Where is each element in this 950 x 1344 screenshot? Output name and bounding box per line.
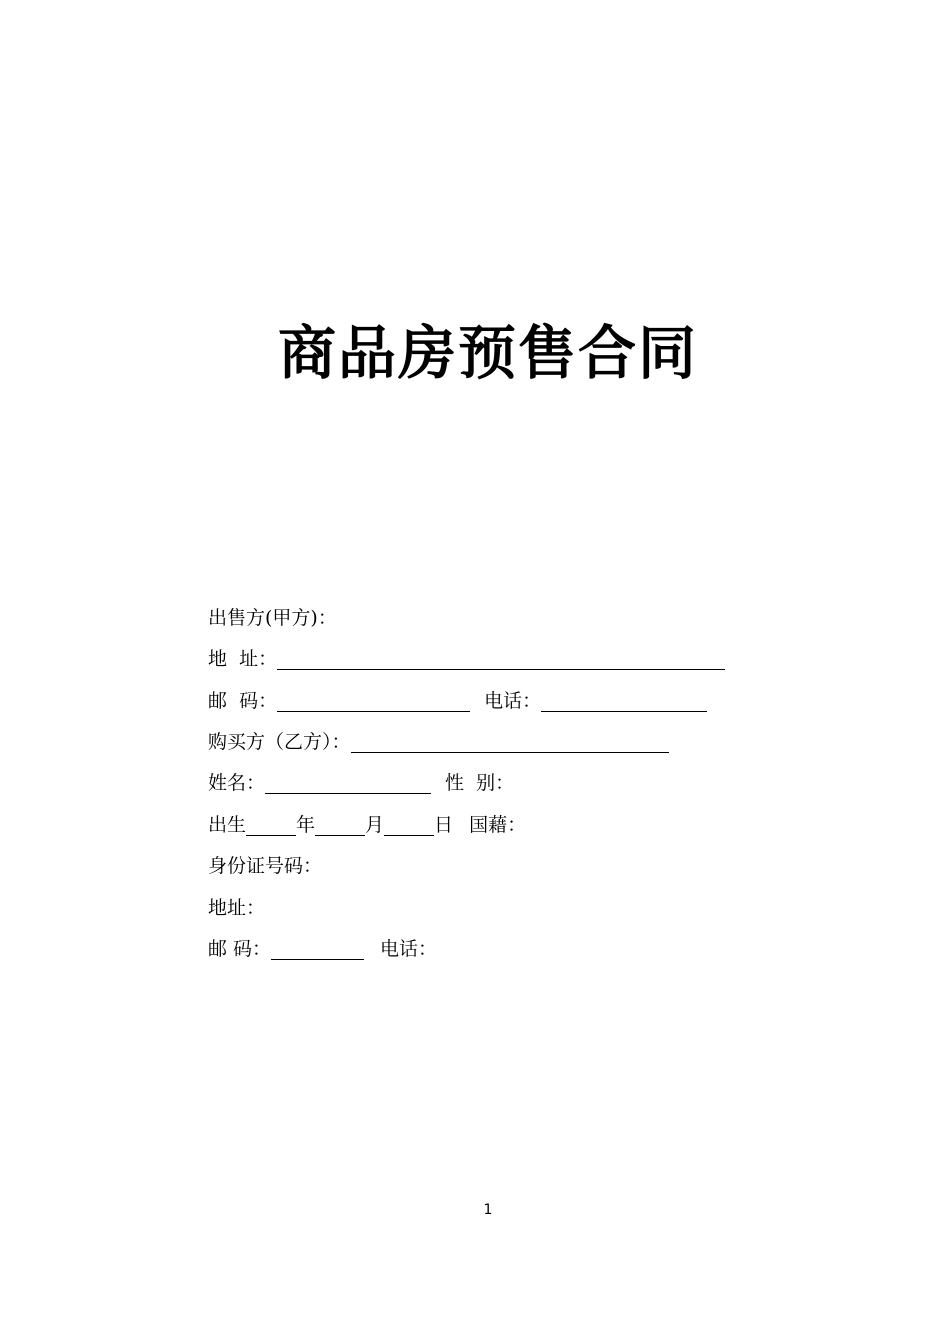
seller-phone-blank[interactable] [541, 689, 707, 712]
buyer-name-line [208, 768, 514, 798]
month-label: 月 [365, 814, 385, 836]
buyer-gender-label: 性 别： [445, 772, 515, 794]
buyer-name-blank[interactable] [265, 771, 431, 794]
buyer-line [208, 727, 669, 757]
buyer-birth-line [208, 810, 526, 840]
birth-month-blank[interactable] [315, 813, 365, 836]
birth-year-blank[interactable] [246, 813, 296, 836]
page-number: 1 [483, 1202, 493, 1218]
seller-phone-label: 电话： [484, 690, 542, 712]
buyer-postcode-label: 邮 码： [208, 938, 272, 960]
seller-address-line [208, 644, 725, 674]
day-label: 日 [434, 814, 454, 836]
seller-label: 出售方(甲方)： [208, 607, 337, 629]
buyer-postcode-blank[interactable] [271, 937, 364, 960]
buyer-contact-line [208, 934, 437, 964]
buyer-address-label: 地址： [208, 897, 266, 919]
contract-title: 商品房预售合同 [277, 319, 698, 387]
seller-address-blank[interactable] [277, 647, 725, 670]
buyer-birth-label: 出生 [208, 814, 247, 836]
buyer-phone-label: 电话： [380, 938, 438, 960]
buyer-label: 购买方（乙方）： [208, 731, 351, 753]
seller-address-label: 地 址： [208, 648, 278, 670]
buyer-address-line [208, 893, 265, 923]
seller-contact-line [208, 686, 707, 716]
seller-postcode-blank[interactable] [277, 689, 470, 712]
year-label: 年 [296, 814, 316, 836]
buyer-id-label: 身份证号码： [208, 855, 323, 877]
seller-line [208, 603, 337, 633]
buyer-name-label: 姓名： [208, 772, 266, 794]
seller-postcode-label: 邮 码： [208, 690, 278, 712]
buyer-id-line [208, 851, 322, 881]
buyer-blank[interactable] [351, 730, 669, 753]
nationality-label: 国藉： [469, 814, 527, 836]
birth-day-blank[interactable] [384, 813, 434, 836]
